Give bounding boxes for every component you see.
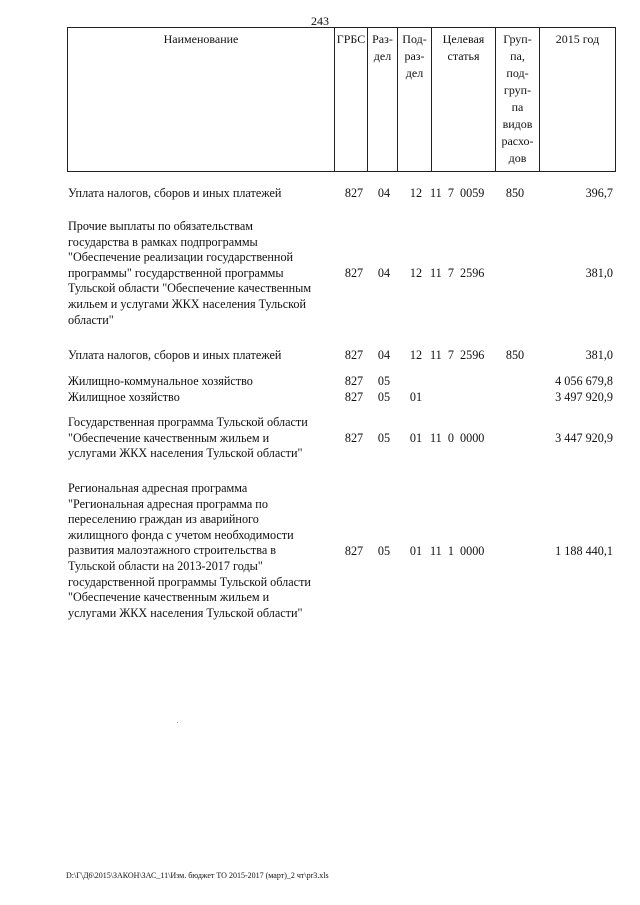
row-podrazdel: 01 bbox=[409, 544, 423, 558]
row-sum: 4 056 679,8 bbox=[555, 374, 613, 388]
row-name-line: жилищного фонда с учетом необходимости bbox=[68, 527, 294, 542]
row-name bbox=[68, 219, 338, 328]
page-number: 243 bbox=[311, 14, 329, 28]
row-name-line: переселению граждан из аварийного bbox=[68, 512, 259, 527]
row-grbs: 827 bbox=[344, 544, 364, 558]
row-podrazdel: 12 bbox=[409, 266, 423, 280]
row-celevaya: 11 1 0000 bbox=[430, 544, 485, 558]
row-razdel: 05 bbox=[377, 390, 391, 404]
row-razdel: 04 bbox=[377, 266, 391, 280]
row-name-line: Государственная программа Тульской области bbox=[68, 415, 308, 429]
row-podrazdel: 01 bbox=[409, 390, 423, 404]
row-name-line: Тульской области "Обеспечение качественным bbox=[68, 281, 312, 296]
row-name-line: области" bbox=[68, 312, 114, 327]
file-path-footer: D:\Г\Д6\2015\ЗАКОН\ЗАС_11\Изм. бюджет ТО 2015-2017 (март)_2 чт\pr3.xls bbox=[66, 871, 329, 880]
header-celevaya bbox=[431, 28, 495, 171]
row-sum: 3 447 920,9 bbox=[555, 431, 613, 445]
header-gruppa-line: груп- bbox=[503, 83, 532, 97]
header-year bbox=[539, 28, 615, 171]
header-year-text: 2015 год bbox=[555, 32, 600, 46]
row-razdel: 05 bbox=[377, 374, 391, 388]
header-podrazdel-line: раз- bbox=[404, 49, 425, 63]
header-name-text: Наименование bbox=[163, 32, 239, 46]
header-gruppa bbox=[495, 28, 539, 171]
row-name bbox=[68, 415, 338, 462]
header-name bbox=[68, 28, 334, 171]
row-sum: 3 497 920,9 bbox=[555, 390, 613, 404]
row-name bbox=[68, 186, 338, 202]
row-name bbox=[68, 374, 338, 390]
header-gruppa-line: па, bbox=[510, 49, 525, 63]
row-grbs: 827 bbox=[344, 348, 364, 362]
row-name-line: услугами ЖКХ населения Тульской области" bbox=[68, 605, 303, 620]
row-name-line: государства в рамках подпрограммы bbox=[68, 234, 258, 249]
header-podrazdel bbox=[397, 28, 431, 171]
row-name-line: Уплата налогов, сборов и иных платежей bbox=[68, 186, 282, 200]
row-celevaya: 11 7 2596 bbox=[430, 348, 485, 362]
row-name-line: программы" государственной программы bbox=[68, 265, 284, 280]
header-gruppa-line: па bbox=[511, 100, 524, 114]
row-grbs: 827 bbox=[344, 390, 364, 404]
row-celevaya: 11 7 2596 bbox=[430, 266, 485, 280]
row-grbs: 827 bbox=[344, 374, 364, 388]
header-grbs-text: ГРБС bbox=[336, 32, 366, 46]
row-sum: 381,0 bbox=[585, 266, 613, 280]
row-name-line: государственной программы Тульской области bbox=[68, 574, 311, 589]
row-podrazdel: 12 bbox=[409, 186, 423, 200]
header-gruppa-line: Груп- bbox=[503, 32, 532, 46]
header-podrazdel-line: дел bbox=[405, 66, 424, 80]
row-name bbox=[68, 348, 338, 364]
header-razdel bbox=[367, 28, 397, 171]
row-podrazdel: 01 bbox=[409, 431, 423, 445]
row-name-line: Прочие выплаты по обязательствам bbox=[68, 219, 253, 233]
row-podrazdel: 12 bbox=[409, 348, 423, 362]
table-header bbox=[67, 27, 616, 172]
row-name-line: "Обеспечение качественным жильем и bbox=[68, 430, 270, 445]
row-name-line: "Обеспечение качественным жильем и bbox=[68, 590, 270, 605]
row-razdel: 04 bbox=[377, 348, 391, 362]
row-celevaya: 11 7 0059 bbox=[430, 186, 485, 200]
header-podrazdel-line: Под- bbox=[402, 32, 427, 46]
row-name-line: Жилищно-коммунальное хозяйство bbox=[68, 374, 253, 388]
row-grbs: 827 bbox=[344, 186, 364, 200]
header-gruppa-line: расхо- bbox=[501, 134, 534, 148]
row-gruppa: 850 bbox=[505, 348, 525, 362]
scan-speck bbox=[177, 722, 178, 723]
row-sum: 396,7 bbox=[585, 186, 613, 200]
row-name-line: Жилищное хозяйство bbox=[68, 390, 180, 404]
row-celevaya: 11 0 0000 bbox=[430, 431, 485, 445]
header-celevaya-line: статья bbox=[447, 49, 480, 63]
row-razdel: 05 bbox=[377, 431, 391, 445]
row-name-line: жильем и услугами ЖКХ населения Тульской bbox=[68, 296, 307, 311]
header-gruppa-line: под- bbox=[506, 66, 529, 80]
row-grbs: 827 bbox=[344, 266, 364, 280]
row-razdel: 04 bbox=[377, 186, 391, 200]
row-sum: 1 188 440,1 bbox=[555, 544, 613, 558]
row-name-line: "Региональная адресная программа по bbox=[68, 496, 268, 511]
row-razdel: 05 bbox=[377, 544, 391, 558]
header-celevaya-line: Целевая bbox=[442, 32, 485, 46]
header-razdel-line: дел bbox=[373, 49, 392, 63]
header-grbs bbox=[334, 28, 367, 171]
row-sum: 381,0 bbox=[585, 348, 613, 362]
header-gruppa-line: видов bbox=[502, 117, 533, 131]
row-name-line: услугами ЖКХ населения Тульской области" bbox=[68, 446, 303, 461]
header-razdel-line: Раз- bbox=[372, 32, 393, 46]
row-name bbox=[68, 390, 338, 406]
row-name bbox=[68, 481, 338, 621]
row-name-line: развития малоэтажного строительства в bbox=[68, 543, 277, 558]
row-gruppa: 850 bbox=[505, 186, 525, 200]
row-name-line: Уплата налогов, сборов и иных платежей bbox=[68, 348, 282, 362]
row-name-line: Региональная адресная программа bbox=[68, 481, 248, 495]
row-name-line: Тульской области на 2013-2017 годы" bbox=[68, 558, 263, 573]
row-grbs: 827 bbox=[344, 431, 364, 445]
row-name-line: "Обеспечение реализации государственной bbox=[68, 250, 294, 265]
header-gruppa-line: дов bbox=[508, 151, 527, 165]
